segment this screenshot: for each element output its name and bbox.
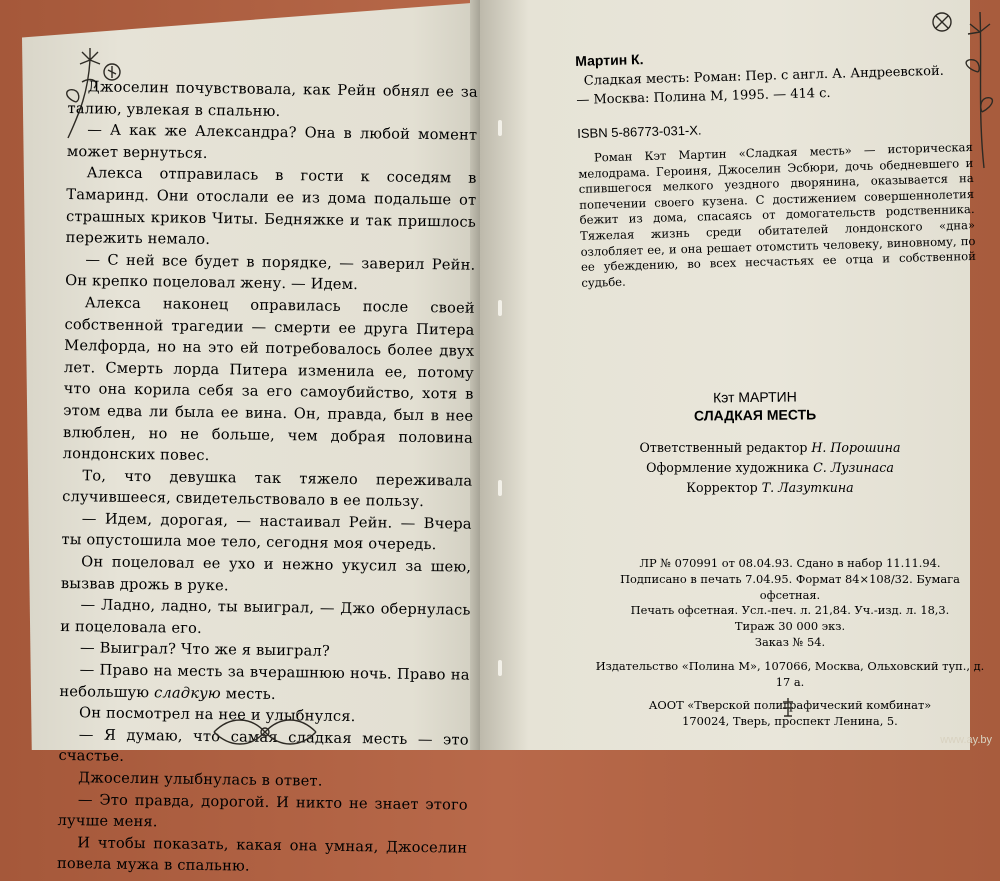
paragraph: — Я думаю, что самая сладкая месть — это счастье.: [58, 726, 469, 766]
staff-role: Корректор: [686, 480, 758, 495]
publisher-address: Издательство «Полина М», 107066, Москва, Ольховский туп., д. 17 а.: [595, 658, 985, 689]
paragraph: — А как же Александра? Она в любой момент может вернуться.: [66, 121, 478, 162]
staff-role: Ответственный редактор: [639, 440, 808, 455]
binding-stitch: [498, 300, 502, 316]
staff-role: Оформление художника: [646, 460, 810, 475]
title-author: Кэт МАРТИН: [712, 388, 797, 406]
paragraph: Джоселин улыбнулась в ответ.: [78, 769, 323, 790]
author-name: Мартин К.: [575, 51, 644, 69]
printer-address: 170024, Тверь, проспект Ленина, 5.: [682, 714, 898, 729]
binding-stitch: [498, 480, 502, 496]
binding-stitch: [498, 660, 502, 676]
paragraph: — Ладно, ладно, ты выиграл, — Джо обернулась и поцеловала его.: [60, 596, 471, 637]
imprint-line: Заказ № 54.: [754, 634, 826, 649]
staff-line: [620, 458, 920, 478]
staff-line: [620, 438, 920, 458]
bib-line: Сладкая месть: Роман: Пер. с англ. А. Андреевской.: [583, 63, 944, 89]
paragraph: Алекса отправилась в гости к соседям в Тамаринд. Они отослали ее из дома подальше от страшных криков Читы. Бедняжке и так пришлось пережить немало.: [65, 164, 477, 249]
paragraph: То, что девушка так тяжело переживала случившееся, свидетельствовало в ее пользу.: [62, 466, 473, 511]
paragraph: — Выиграл? Что же я выиграл?: [79, 639, 331, 661]
printer-name: АООТ «Тверской полиграфический комбинат»: [648, 698, 932, 713]
imprint-line: Подписано в печать 7.04.95. Формат 84×108/32. Бумага офсетная.: [620, 571, 960, 602]
paragraph-fragment: месть.: [220, 684, 276, 703]
imprint-line: ЛР № 070991 от 08.04.93. Сдано в набор 11.11.94.: [639, 556, 941, 570]
bibliographic-record: [575, 41, 977, 291]
paragraph: — С ней все будет в порядке, — заверил Рейн. Он крепко поцеловал жену. — Идем.: [65, 251, 476, 294]
staff-name: Т. Лазуткина: [761, 480, 854, 495]
paragraph: И чтобы показать, какая она умная, Джоселин повела мужа в спальню.: [56, 833, 468, 875]
staff-name: С. Лузинаса: [813, 460, 894, 475]
paragraph-fragment: — Право на месть за вчерашнюю ночь. Право на небольшую: [59, 661, 470, 701]
italic-word: сладкую: [153, 683, 222, 702]
paragraph: — Это правда, дорогой. И никто не знает этого лучше меня.: [57, 790, 468, 831]
staff-credits: [620, 438, 920, 498]
flourish-ornament-icon: [210, 712, 320, 750]
isbn: ISBN 5-86773-031-Х.: [577, 122, 702, 141]
annotation: Роман Кэт Мартин «Сладкая месть» — историческая мелодрама. Героиня, Джоселин Эсбюри, дочь обедневшего и спившегося мелкого уездного дворянина, оказывается на попечении своего кузена. С достижением совершеннолетия бежит из дома, спасаясь от домогательств родственника. Тяжелая жизнь среди обитателей лондонского «дна» озлобляет ее, и она решает отомстить человеку, виновному, по ее убеждению, во всех несчастьях ее отца и собственной судьбе.: [578, 139, 977, 290]
book-title: СЛАДКАЯ МЕСТЬ: [693, 406, 817, 424]
imprint-line: Тираж 30 000 экз.: [734, 619, 846, 634]
left-page-text: [57, 76, 478, 881]
binding-stitch: [498, 120, 502, 136]
paragraph: Джоселин почувствовала, как Рейн обнял ее за талию, увлекая в спальню.: [67, 78, 478, 120]
imprint-line: Печать офсетная. Усл.-печ. л. 21,84. Уч.-изд. л. 18,3.: [630, 603, 950, 618]
title-block: [640, 387, 870, 425]
staff-name: Н. Порошина: [811, 440, 901, 455]
watermark: www.ay.by: [940, 734, 992, 746]
paragraph: Он посмотрел на нее и улыбнулся.: [78, 704, 356, 726]
paragraph: — Идем, дорогая, — настаивал Рейн. — Вчера ты опустошила мое тело, сегодня моя очередь.: [61, 510, 472, 554]
paragraph: Алекса наконец оправилась после своей собственной трагедии — смерти ее друга Питера Мелфорда, но на это ей потребовалось более двух лет. Смерть лорда Питера изменила ее, потому что она корила себя за его самоубийство, хотя в этом едва ли была ее вина. Он, правда, был в нее влюблен, но не больше, чем добрая половина лондонских повес.: [62, 294, 475, 465]
staff-line: [620, 478, 920, 498]
paragraph-sweet-revenge: [59, 659, 470, 708]
bib-line: — Москва: Полина М, 1995. — 414 с.: [576, 85, 831, 108]
paragraph: Он поцеловал ее ухо и нежно укусил за шею, вызвав дрожь в руке.: [60, 553, 472, 594]
printer-mark-icon: [780, 696, 796, 718]
